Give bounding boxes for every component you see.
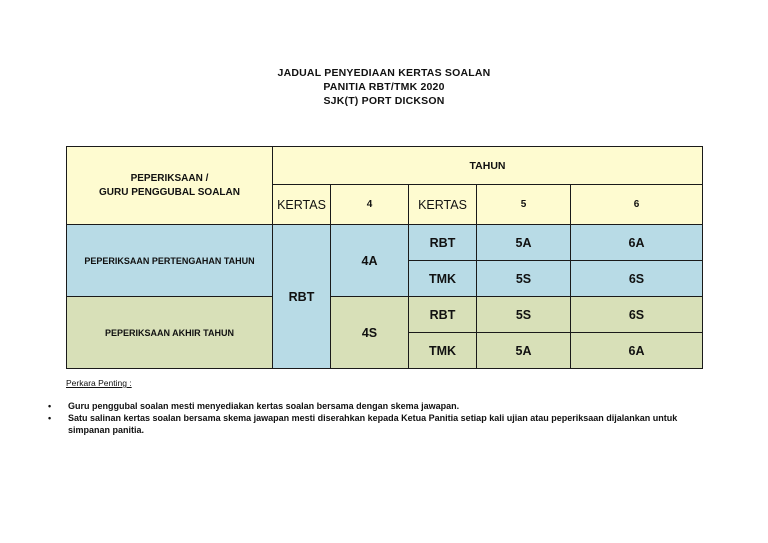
year4-class-end: 4S xyxy=(331,297,409,369)
note-text: Guru penggubal soalan mesti menyediakan kertas soalan bersama dengan skema jawapan. xyxy=(68,401,460,411)
exam-mid-year: PEPERIKSAAN PERTENGAHAN TAHUN xyxy=(67,225,273,297)
year6-mid-2: 6S xyxy=(571,261,703,297)
year6-end-2: 6A xyxy=(571,333,703,369)
schedule-table xyxy=(66,146,703,369)
kertas-end-1: RBT xyxy=(409,297,477,333)
title-line-2: PANITIA RBT/TMK 2020 xyxy=(323,81,445,93)
kertas-mid-2: TMK xyxy=(409,261,477,297)
title-line-1: JADUAL PENYEDIAAN KERTAS SOALAN xyxy=(277,67,491,79)
header-kertas-2: KERTAS xyxy=(409,185,477,225)
year4-class-mid: 4A xyxy=(331,225,409,297)
year5-end-2: 5A xyxy=(477,333,571,369)
kertas-mid-1: RBT xyxy=(409,225,477,261)
title-line-3: SJK(T) PORT DICKSON xyxy=(323,95,445,107)
header-year-5: 5 xyxy=(477,185,571,225)
header-exam-line2: GURU PENGGUBAL SOALAN xyxy=(99,186,240,198)
header-year-6: 6 xyxy=(571,185,703,225)
bullet-icon: • xyxy=(48,413,52,423)
note-item xyxy=(48,412,698,436)
kertas-end-2: TMK xyxy=(409,333,477,369)
year5-mid-1: 5A xyxy=(477,225,571,261)
notes-list xyxy=(48,400,698,436)
header-year-4: 4 xyxy=(331,185,409,225)
year6-mid-1: 6A xyxy=(571,225,703,261)
exam-end-year: PEPERIKSAAN AKHIR TAHUN xyxy=(67,297,273,369)
header-exam-teacher xyxy=(67,147,273,225)
year5-mid-2: 5S xyxy=(477,261,571,297)
header-tahun: TAHUN xyxy=(273,147,703,185)
header-kertas-1: KERTAS xyxy=(273,185,331,225)
document-title xyxy=(0,66,768,108)
year4-kertas: RBT xyxy=(273,225,331,369)
note-item xyxy=(48,400,698,412)
notes-title: Perkara Penting : xyxy=(66,378,132,388)
header-exam-line1: PEPERIKSAAN / xyxy=(130,172,209,184)
year6-end-1: 6S xyxy=(571,297,703,333)
year5-end-1: 5S xyxy=(477,297,571,333)
bullet-icon: • xyxy=(48,401,52,411)
note-text: Satu salinan kertas soalan bersama skema jawapan mesti diserahkan kepada Ketua Panitia setiap kali ujian atau peperiksaan dijalankan untuk simpanan panitia. xyxy=(68,413,678,435)
